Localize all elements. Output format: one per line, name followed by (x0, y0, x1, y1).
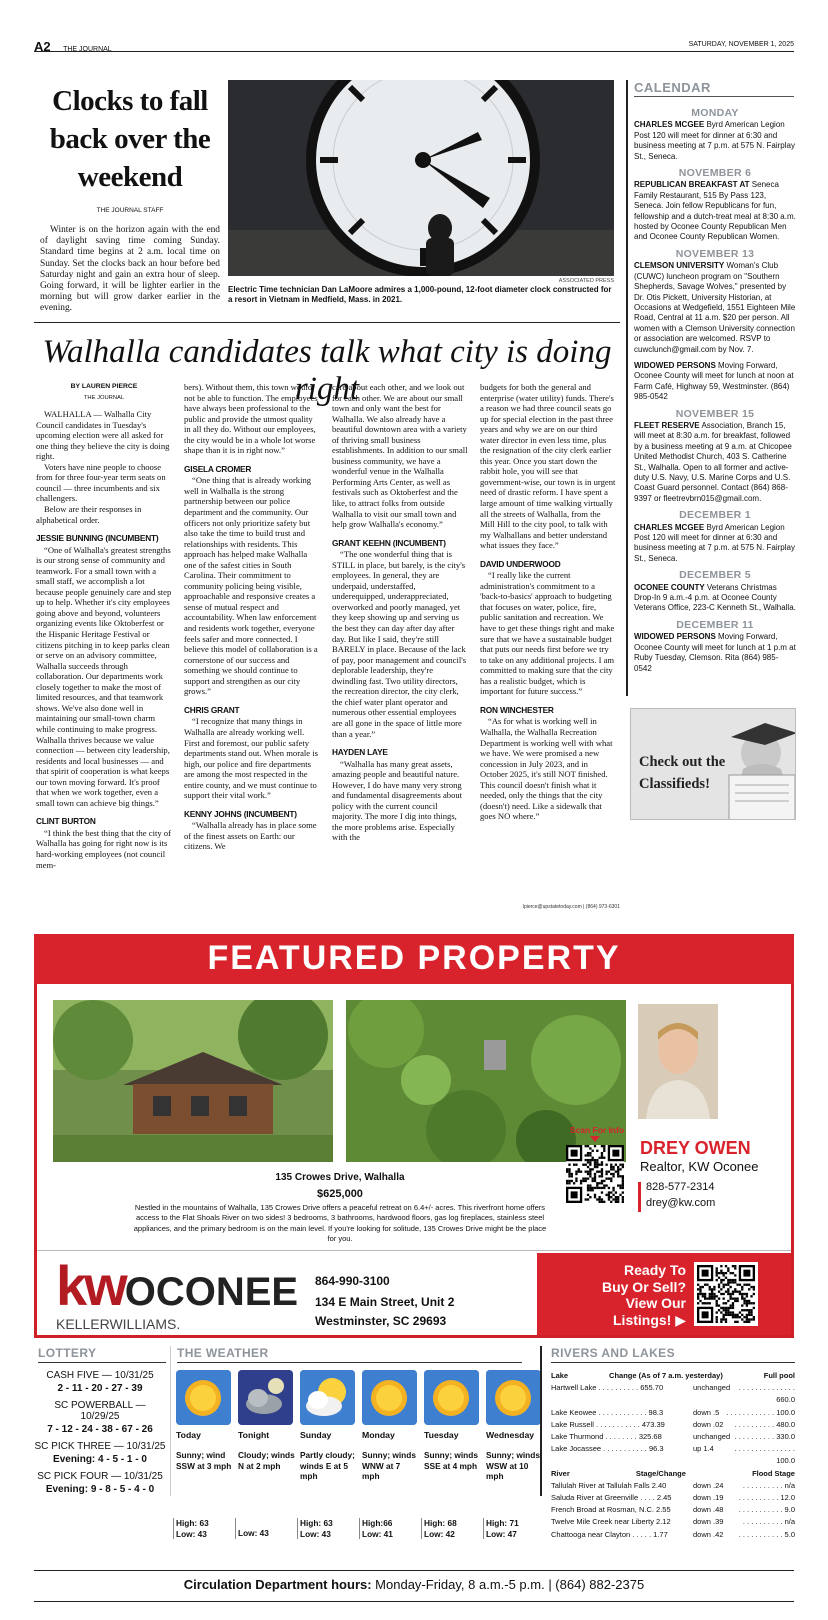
calendar-event-org: REPUBLICAN BREAKFAST AT (634, 180, 750, 190)
weather-temps (421, 1518, 481, 1539)
agent-accent-bar (638, 1182, 641, 1212)
kw-mark: kw (56, 1254, 125, 1317)
calendar-event (634, 421, 796, 504)
calendar-day-heading: MONDAY (691, 107, 739, 119)
calendar-event (634, 180, 796, 242)
page-folio (34, 38, 794, 52)
weather-day (362, 1370, 419, 1539)
paragraph: care about each other, and we look out for each other. We are about our small town and only want the best for Walhalla. We also already have a beautiful downtown area with a variety of thriving small business establishments. In addition to our small business community, we have a wonderful venue in the Walhalla Performing Arts Center, as well as festivals such as Oktoberfest and the like, to attract folks from outside Walhalla to visit our small town and help grow Walhalla's economy.” (332, 382, 468, 530)
panel-divider (170, 1346, 171, 1496)
weather-temps (297, 1518, 357, 1539)
lottery-game: SC PICK THREE — 10/31/25 (34, 1441, 166, 1452)
table-cell-change: unchanged (693, 1383, 731, 1393)
sun-icon (176, 1370, 231, 1425)
calendar-event-org: FLEET RESERVE (634, 420, 700, 430)
classifieds-line2: Classifieds! (639, 776, 710, 792)
calendar-day-heading: NOVEMBER 6 (678, 167, 752, 180)
weather-rule (177, 1362, 522, 1363)
cta-line: Buy Or Sell? (601, 1278, 686, 1295)
section-rule (34, 322, 620, 323)
table-cell-name: Chattooga near Clayton . . . . . 1.77 (551, 1529, 668, 1539)
weather-low: Low: 47 (486, 1528, 517, 1539)
agent-photo (638, 1004, 718, 1119)
aerial-photo (346, 1000, 626, 1162)
house-photo (53, 1000, 333, 1162)
listings-cta-text (570, 1262, 686, 1328)
photo-credit: ASSOCIATED PRESS (558, 278, 614, 284)
office-city: Westminster, SC 29693 (315, 1314, 447, 1328)
clocks-byline: THE JOURNAL STAFF (96, 207, 164, 214)
weather-temps (173, 1518, 233, 1539)
candidate-name: KENNY JOHNS (INCUMBENT) (184, 808, 297, 819)
weather-description: Cloudy; winds N at 2 mph (238, 1450, 295, 1471)
cta-line: View Our (625, 1295, 686, 1311)
calendar-day-heading: DECEMBER 1 (679, 509, 751, 522)
clocks-body: Winter is on the horizon again with the end of daylight saving time coming Sunday. Standard time begins at 2 a.m. local time on Sunday. Set the clocks back an hour before bed Saturday night and gain an extra hour of sleep. Going forward, it will be lighter earlier in the morning but will grow darker earlier in the evening. (40, 225, 220, 314)
partly-cloudy-icon (300, 1370, 355, 1425)
candidate-name: JESSIE BUNNING (INCUMBENT) (36, 533, 159, 544)
header-cell: River (551, 1468, 570, 1478)
weather-temps (483, 1518, 543, 1539)
header-cell: Lake (551, 1371, 569, 1380)
calendar-event-org: WIDOWED PERSONS (634, 632, 716, 642)
rivers-table (551, 1370, 795, 1541)
table-row (551, 1443, 795, 1467)
candidate-name: GISELA CROMER (184, 463, 252, 474)
weather-high: High: 63 (176, 1518, 209, 1529)
panel-divider (540, 1346, 542, 1496)
rivers-title: RIVERS AND LAKES (551, 1346, 675, 1360)
table-cell-full: . . . . . . . . . . 480.0 (734, 1419, 795, 1429)
classifieds-line1: Check out the (639, 754, 726, 770)
weather-high: High: 63 (300, 1518, 333, 1529)
table-cell-change: down .02 (693, 1419, 724, 1429)
article-column-2 (184, 382, 320, 852)
weather-day (176, 1370, 233, 1539)
calendar-day-heading: DECEMBER 11 (676, 618, 754, 631)
article-column-1 (36, 382, 172, 870)
table-cell-name: Lake Thurmond . . . . . . . . 325.68 (551, 1432, 662, 1442)
office-phone[interactable]: 864-990-3100 (315, 1274, 390, 1288)
article-column-4 (480, 382, 616, 822)
weather-low: Low: 43 (300, 1528, 331, 1539)
weather-day (300, 1370, 357, 1539)
property-address: 135 Crowes Drive, Walhalla (275, 1172, 405, 1183)
kw-logo (56, 1254, 316, 1332)
calendar-list (634, 104, 796, 680)
table-row (551, 1480, 795, 1492)
calendar-rule (634, 96, 794, 97)
weather-day (424, 1370, 481, 1539)
river-header (551, 1468, 795, 1480)
weather-high: High:66 (362, 1518, 393, 1529)
calendar-event-text: Veterans Christmas Drop-In 9 a.m.-4 p.m. at Oconee County Veterans Office, 223-C Kenneth St., Walhalla. (634, 582, 796, 613)
table-cell-full: . . . . . . . . . . . 5.0 (738, 1529, 795, 1539)
weather-day-name: Tuesday (424, 1430, 459, 1440)
agent-name: DREY OWEN (640, 1138, 751, 1158)
candidate-name: DAVID UNDERWOOD (480, 558, 561, 569)
table-row (551, 1407, 795, 1419)
calendar-day-heading: DECEMBER 5 (679, 569, 751, 582)
table-cell-change: unchanged (693, 1432, 731, 1442)
candidate-quote: “I really like the current administration's commitment to a 'back-to-basics' approach to budgeting that focuses on water, police, fire, public sanitation and recreation. We have to get these things right and make sure that we have a sustainable budget that puts our needs first before we try to take on any additional projects. I am committed to making sure that the city has a realistic budget, which is important for future success.” (480, 570, 615, 697)
table-cell-name: Lake Russell . . . . . . . . . . . 473.39 (551, 1419, 665, 1429)
footer-rule (34, 1601, 794, 1602)
candidate-name: CLINT BURTON (36, 816, 96, 827)
clock-photo (228, 80, 614, 276)
calendar-event (634, 583, 796, 614)
table-cell-change: down .19 (693, 1493, 724, 1503)
issue-date: SATURDAY, NOVEMBER 1, 2025 (688, 41, 794, 48)
cloudy-night-icon (238, 1370, 293, 1425)
publication-name: THE JOURNAL (63, 46, 112, 53)
table-cell-name: Hartwell Lake . . . . . . . . . . 655.70 (551, 1383, 664, 1393)
lottery-numbers: 7 - 12 - 24 - 38 - 67 - 26 (47, 1424, 153, 1435)
calendar-event-text: Association, Branch 15, will meet at 8:30 a.m. for breakfast, followed by a business meeting at 9 a.m. at Chicopee United Methodist Church, 403 S. Catherine St., Walhalla. Open to all former and active-duty U.S. Navy, U.S. Marine Corps and U.S. Coast Guard personnel. Contact (864) 868-9397 or fleetrevbrn015@gmail.com. (634, 420, 792, 503)
cta-line: Listings! ▶ (613, 1311, 686, 1328)
weather-temps (235, 1518, 295, 1538)
table-cell-name: French Broad at Rosman, N.C. 2.55 (551, 1505, 671, 1515)
table-cell-full: . . . . . . . . . . 330.0 (734, 1432, 795, 1442)
clocks-headline: Clocks to fall back over the weekend (49, 85, 211, 193)
candidate-quote: “Walhalla has many great assets, amazing people and beautiful nature. However, I do have many very strong and fundamental disagreements about policy with the current council majority. The more I dig into things, the more problems arise. Especially with the (332, 758, 463, 843)
calendar-event-text: Woman's Club (CUWC) luncheon program on "Southern Shepherds, Savage Wolves," presented by Dr. Otis Pickett, University Historian, at Occasions at Wedgefield, 1551 Eighteen Mile Road, Central at 11 a.m. $20 per person. All women with a Clemson University connection or association are welcomed. RSVP to cuwclunch@gmail.com by Nov. 7. (634, 261, 796, 354)
sun-icon (486, 1370, 541, 1425)
photo-caption: Electric Time technician Dan LaMoore admires a 1,000-pound, 12-foot diameter clock constructed for a resort in Vietnam in Medfield, Mass. in 2021. (228, 285, 612, 304)
lottery-numbers: Evening: 4 - 5 - 1 - 0 (53, 1454, 147, 1465)
table-cell-full: . . . . . . . . . . . . . . . 100.0 (734, 1444, 795, 1466)
footer-rule (34, 1570, 794, 1571)
candidate-name: GRANT KEEHN (INCUMBENT) (332, 537, 446, 548)
table-cell-name: Lake Keowee . . . . . . . . . . . . 98.3 (551, 1407, 664, 1417)
ad-divider (37, 1250, 791, 1251)
calendar-event-text: Moving Forward, Oconee County will meet for lunch at 1 p.m at Ruby Tuesday, Clemson. Rita (864) 985-0542 (634, 632, 796, 673)
scan-label: Scan For Info (569, 1125, 625, 1135)
qr-code-icon[interactable] (694, 1262, 758, 1326)
weather-low: Low: 41 (362, 1528, 393, 1539)
calendar-event-org: CLEMSON UNIVERSITY (634, 261, 725, 271)
calendar-border (626, 80, 628, 696)
agent-role: Realtor, KW Oconee (640, 1159, 759, 1174)
weather-day-name: Sunday (300, 1430, 332, 1440)
table-cell-change: down .39 (693, 1517, 724, 1527)
paragraph: Below are their responses in alphabetical order. (36, 504, 142, 525)
paragraph: bers). Without them, this town would not be able to function. The employees have always been professional to the public and provide the utmost quality in all they do. Without our employees, the city would be in a whole lot worse shape than it is in right now.” (184, 382, 318, 456)
lottery-game: CASH FIVE — 10/31/25 (46, 1370, 154, 1381)
byline: BY LAUREN PIERCE (70, 383, 138, 390)
footer-text: Monday-Friday, 8 a.m.-5 p.m. | (864) 882-2375 (371, 1577, 645, 1592)
weather-day-name: Monday (362, 1430, 395, 1440)
rivers-rule (551, 1362, 795, 1363)
weather-day (238, 1370, 295, 1539)
lottery-game: SC POWERBALL — 10/29/25 (54, 1400, 146, 1422)
weather-description: Sunny; winds WSW at 10 mph (486, 1450, 540, 1481)
table-cell-name: Saluda River at Greenville . . . . 2.45 (551, 1493, 672, 1503)
header-cell: Change (As of 7 a.m. yesterday) (609, 1371, 723, 1380)
lottery-numbers: Evening: 9 - 8 - 5 - 4 - 0 (45, 1484, 155, 1495)
property-price: $625,000 (317, 1188, 363, 1200)
lottery-numbers: 2 - 11 - 20 - 27 - 39 (57, 1383, 143, 1394)
weather-day-name: Today (176, 1430, 201, 1440)
weather-day-name: Wednesday (486, 1430, 535, 1440)
article-column-3 (332, 382, 468, 843)
lottery-title: LOTTERY (38, 1346, 97, 1360)
lottery-list (34, 1366, 166, 1501)
table-cell-full: . . . . . . . . . . n/a (742, 1517, 795, 1527)
calendar-event-org: OCONEE COUNTY (634, 582, 705, 592)
sun-icon (424, 1370, 479, 1425)
footer-label: Circulation Department hours: (183, 1577, 372, 1592)
table-row (551, 1516, 795, 1528)
weather-high (238, 1518, 295, 1528)
candidate-quote: “One thing that is already working well in Walhalla is the strong partnership between our police department and the community. Our officers not only prioritize safety but also take the time to build trust and relationships with residents. This approach has helped make Walhalla one of the safest cities in South Carolina. Their commitment to community policing being visible, approachable and responsive creates a sense of mutual respect and accountability. When law enforcement and residents work together, everyone feels safer and more connected. I believe this model of collaboration is a cornerstone of our success and something we should continue to support and strengthen as our city grows.” (184, 475, 318, 697)
calendar-event (634, 523, 796, 565)
weather-title: THE WEATHER (177, 1346, 269, 1360)
weather-description: Sunny; winds SSE at 4 mph (424, 1450, 478, 1471)
weather-description: Partly cloudy; winds E at 5 mph (300, 1450, 355, 1481)
table-row (551, 1504, 795, 1516)
calendar-event (634, 361, 796, 403)
agent-phone[interactable]: 828-577-2314 (646, 1181, 715, 1193)
page-number: A2 (34, 39, 51, 54)
weather-low: Low: 43 (238, 1528, 269, 1539)
candidate-quote: “Walhalla already has in place some of the finest assets on Earth: our citizens. We (184, 820, 317, 852)
cta-line: Ready To (624, 1262, 686, 1278)
header-cell: Full pool (763, 1371, 795, 1380)
classifieds-ad[interactable] (630, 708, 796, 820)
candidate-name: HAYDEN LAYE (332, 747, 388, 758)
table-cell-change: down .24 (693, 1480, 724, 1490)
lottery-game: SC PICK FOUR — 10/31/25 (37, 1471, 163, 1482)
down-arrow-icon (590, 1136, 600, 1142)
weather-description: Sunny; winds WNW at 7 mph (362, 1450, 416, 1481)
calendar-day-heading: NOVEMBER 15 (675, 407, 755, 420)
table-cell-name: Tallulah River at Tallulah Falls 2.40 (551, 1480, 667, 1490)
table-cell-change: down .5 (693, 1407, 720, 1417)
candidate-quote: “The one wonderful thing that is STILL in place, but barely, is the city's employees. In general, they are underpaid, understaffed, underequipped, underappreciated, overworked and poorly managed, yet they keep showing up and serving us the best they can day after day after day. But like I said, they're still BARELY in place. Because of the lack of pay, poor management and council's deplorable leadership, they're dwindling fast. Two utility directors, the recreation director, the city clerk, the chief water plant operator and numerous other essential employees are all gone in the space of little more than a year.” (332, 549, 467, 739)
table-cell-change: down .48 (693, 1505, 724, 1515)
table-cell-full: . . . . . . . . . . 12.0 (738, 1493, 795, 1503)
kw-office-name: OCONEE (124, 1270, 299, 1314)
calendar-event-org: CHARLES MCGEE (634, 522, 705, 532)
table-cell-change: up 1.4 (693, 1444, 714, 1454)
calendar-event-org: CHARLES MCGEE (634, 120, 705, 130)
candidate-quote: “One of Walhalla's greatest strengths is our strong sense of community and teamwork. For a small town with a small staff, we accomplish a lot because people genuinely care and step up to help. Whether it's city employees going above and beyond, volunteers organizing events like Oktoberfest or the Hispanic Heritage Festival or citizens pitching in to keep parks clean or serve on an advisory committee, Walhalla succeeds through collaboration. Our departments work closely together to make the most of limited resources, and that teamwork shows. We've also done well in maintaining our small-town charm while continuing to make progress. Walhalla thrives because we value connection — between city leadership, residents and local businesses — and that spirit of cooperation is what keeps our town moving forward. It's proof that when we work together, even a small town can achieve big things.” (36, 544, 172, 808)
table-row (551, 1431, 795, 1443)
kw-subtitle: KELLERWILLIAMS. (56, 1316, 181, 1332)
paragraph: Voters have nine people to choose from for three four-year term seats on council — three incumbents and six challengers. (36, 461, 166, 504)
table-row (551, 1492, 795, 1504)
paragraph: WALHALLA — Walhalla City Council candidates in Tuesday's upcoming election were all asked for one thing they believe the city is doing right. (36, 409, 170, 462)
weather-low: Low: 42 (424, 1528, 455, 1539)
calendar-event (634, 261, 796, 355)
weather-high: High: 71 (486, 1518, 519, 1529)
lottery-rule (38, 1362, 166, 1363)
calendar-event (634, 632, 796, 674)
header-cell: Flood Stage (752, 1468, 795, 1478)
byline-org: THE JOURNAL (83, 394, 125, 401)
property-description: Nestled in the mountains of Walhalla, 135 Crowes Drive offers a peaceful retreat on 6.4+/- acres. This riverfront home offers access to the Flat Shoals River on two sides! 3 bedrooms, 3 bathrooms, hardwood floors, gas log fireplaces, stainless steel appliances, and the primary bedroom is on the main level. If you're looking for solitude, 135 Crowes Drive might be the place for you. (133, 1203, 547, 1243)
walhalla-headline: Walhalla candidates talk what city is doing right (42, 334, 612, 407)
weather-low: Low: 43 (176, 1528, 207, 1539)
weather-day (486, 1370, 543, 1539)
table-cell-name: Twelve Mile Creek near Liberty 2.12 (551, 1517, 671, 1527)
header-cell: Stage/Change (635, 1468, 686, 1478)
table-row (551, 1382, 795, 1406)
agent-email[interactable]: drey@kw.com (646, 1197, 716, 1209)
circulation-hours (34, 1577, 794, 1592)
table-cell-name: Lake Jocassee . . . . . . . . . . . 96.3 (551, 1444, 664, 1454)
calendar-event-text: Byrd American Legion Post 120 will meet for dinner at 6:30 and business meeting at 7 p.m. at 575 N. Fairplay St., Seneca. (634, 120, 795, 161)
weather-high: High: 68 (424, 1518, 457, 1529)
weather-temps (359, 1518, 419, 1539)
table-cell-full: . . . . . . . . . . . . 100.0 (726, 1407, 795, 1417)
table-cell-full: . . . . . . . . . . n/a (742, 1480, 795, 1490)
calendar-day-heading: NOVEMBER 13 (675, 247, 755, 260)
qr-code-icon[interactable] (566, 1145, 624, 1203)
calendar-event (634, 120, 796, 162)
featured-title: FEATURED PROPERTY (207, 939, 621, 977)
table-row (551, 1529, 795, 1541)
candidate-name: CHRIS GRANT (184, 704, 240, 715)
table-cell-full: . . . . . . . . . . . 9.0 (738, 1505, 795, 1515)
table-row (551, 1419, 795, 1431)
candidate-quote: “As for what is working well in Walhalla, the Walhalla Recreation Department is working well with what we have. We were promised a new concession in July 2023, and in October 2025, it's still NOT finished. This council doesn't finish what it needed, only the things that the city (doesn't) need. Like a sidewalk that goes NO where.” (480, 716, 613, 822)
reporter-contact: lpierce@upstatetoday.com | (864) 973-6301 (522, 904, 620, 910)
sun-icon (362, 1370, 417, 1425)
calendar-event-text: Moving Forward, Oconee County will meet for lunch at noon at Farm Café, Highway 59, Westminster. (864) 985-0542 (634, 360, 794, 402)
weather-description: Sunny; wind SSW at 3 mph (176, 1450, 232, 1471)
weather-day-name: Tonight (238, 1430, 270, 1440)
calendar-event-text: Seneca Family Restaurant, 515 By Pass 123, Seneca. Join fellow Republicans for fun, fellowship and a dutch-treat meal at 8:30 a.m. hosted by Oconee County Republican Men and Oconee County Republican Women. (634, 180, 796, 242)
office-address: 134 E Main Street, Unit 2 (315, 1295, 455, 1309)
calendar-title: CALENDAR (634, 80, 711, 95)
paragraph: budgets for both the general and enterprise (water utility) funds. There's a reason we had three council seats go up for special election in the past three years and why we are on our third water director in even less time, plus the resignation of the city clerk earlier this year. Once you start down the rabbit hole, you will see that government-wise, our town is in urgent need of drastic reform. I have spent a large amount of time walking virtually all the streets of Walhalla, from the Mill Hill to the city pool, to talk with my Walhallans and better understand what issues they face.” (480, 382, 616, 551)
table-cell-full: . . . . . . . . . . . . . . 660.0 (738, 1383, 795, 1405)
candidate-quote: “I think the best thing that the city of Walhalla has going for right now is its hard-working employees (not council mem- (36, 827, 171, 870)
table-cell-change: down .42 (693, 1529, 724, 1539)
calendar-event-org: WIDOWED PERSONS (634, 360, 716, 370)
lake-header (551, 1370, 795, 1382)
candidate-name: RON WINCHESTER (480, 704, 554, 715)
calendar-event-text: Byrd American Legion Post 120 will meet for dinner at 6:30 and business meeting at 7 p.m. at 575 N. Fairplay St., Seneca. (634, 522, 795, 563)
candidate-quote: “I recognize that many things in Walhalla are already working well. First and foremost, our public safety departments stand out. When morale is high, our police and fire departments are among the most respected in the entire county, and we must continue to support their vital work.” (184, 716, 318, 801)
